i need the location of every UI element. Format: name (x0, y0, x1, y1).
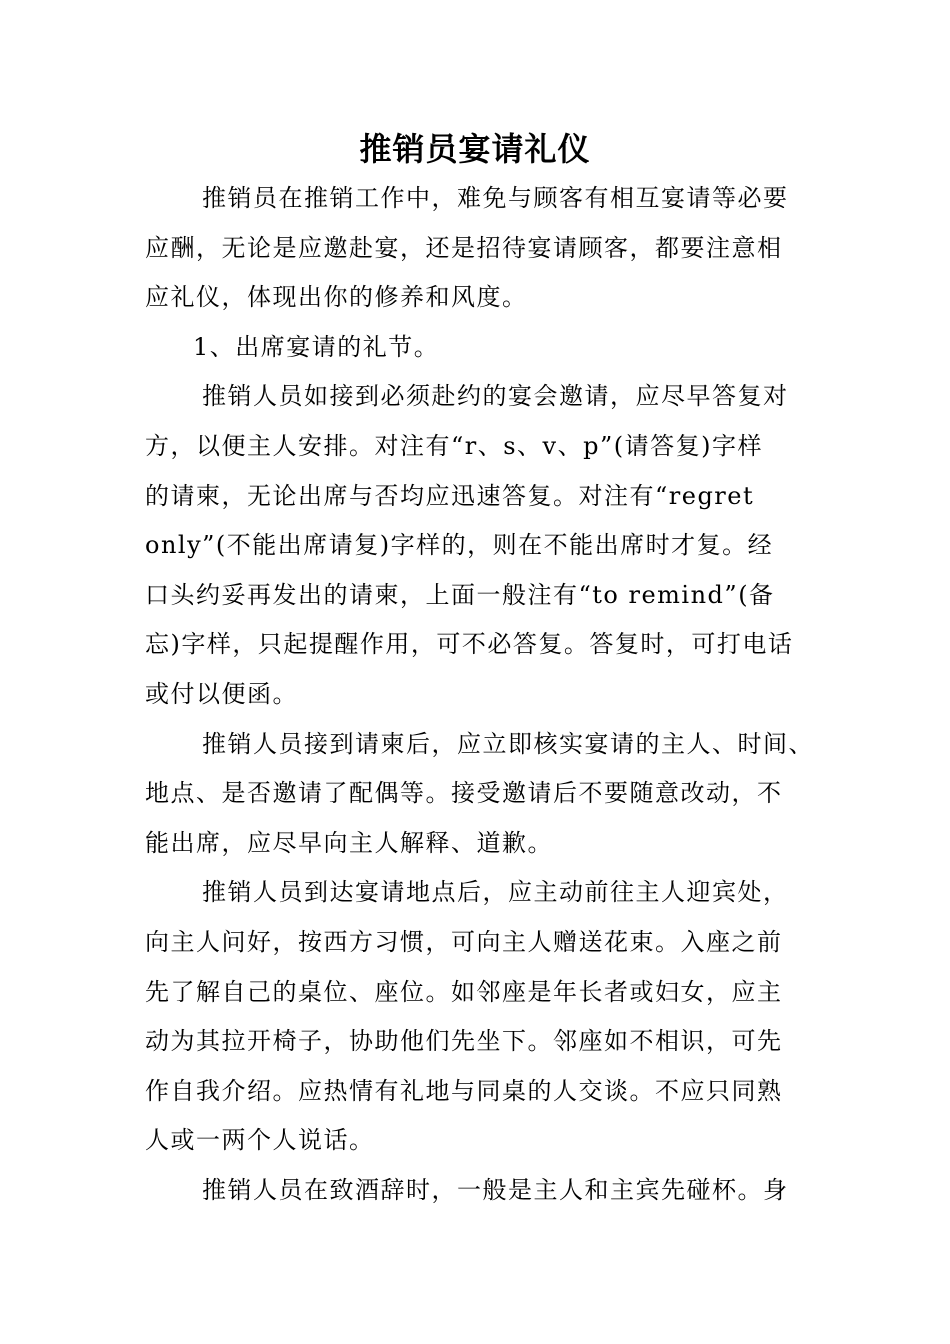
body-line: 方，以便主人安排。对注有“r、s、v、p”(请答复)字样 (145, 431, 763, 460)
body-line: 地点、是否邀请了配偶等。接受邀请后不要随意改动，不 (145, 779, 783, 808)
body-line: 应礼仪，体现出你的修养和风度。 (145, 283, 528, 312)
body-line: 人或一两个人说话。 (145, 1126, 375, 1155)
body-line: 或付以便函。 (145, 679, 298, 708)
body-line: 口头约妥再发出的请柬，上面一般注有“to remind”(备 (145, 580, 775, 609)
body-line: 动为其拉开椅子，协助他们先坐下。邻座如不相识，可先 (145, 1027, 783, 1056)
body-line: 向主人问好，按西方习惯，可向主人赠送花束。入座之前 (145, 927, 783, 956)
body-line: 推销员在推销工作中，难免与顾客有相互宴请等必要 (202, 184, 789, 212)
body-line: 先了解自己的桌位、座位。如邻座是年长者或妇女，应主 (145, 977, 783, 1006)
body-line: 的请柬，无论出席与否均应迅速答复。对注有“regret (145, 481, 755, 510)
body-line: 能出席，应尽早向主人解释、道歉。 (145, 828, 553, 857)
document-body (145, 174, 835, 1215)
body-line: 1、出席宴请的礼节。 (193, 332, 440, 361)
body-line: 推销人员在致酒辞时，一般是主人和主宾先碰杯。身 (202, 1175, 789, 1204)
body-line: 推销人员如接到必须赴约的宴会邀请，应尽早答复对 (202, 382, 789, 411)
body-line: 推销人员到达宴请地点后，应主动前往主人迎宾处， (202, 878, 789, 907)
body-line: 作自我介绍。应热情有礼地与同桌的人交谈。不应只同熟 (145, 1076, 783, 1105)
body-line: 应酬，无论是应邀赴宴，还是招待宴请顾客，都要注意相 (145, 233, 783, 262)
document-title: 推销员宴请礼仪 (359, 130, 591, 168)
body-line: 忘)字样，只起提醒作用，可不必答复。答复时，可打电话 (145, 630, 794, 659)
body-line: only”(不能出席请复)字样的，则在不能出席时才复。经 (145, 531, 774, 560)
body-line: 推销人员接到请柬后，应立即核实宴请的主人、时间、 (202, 729, 814, 758)
